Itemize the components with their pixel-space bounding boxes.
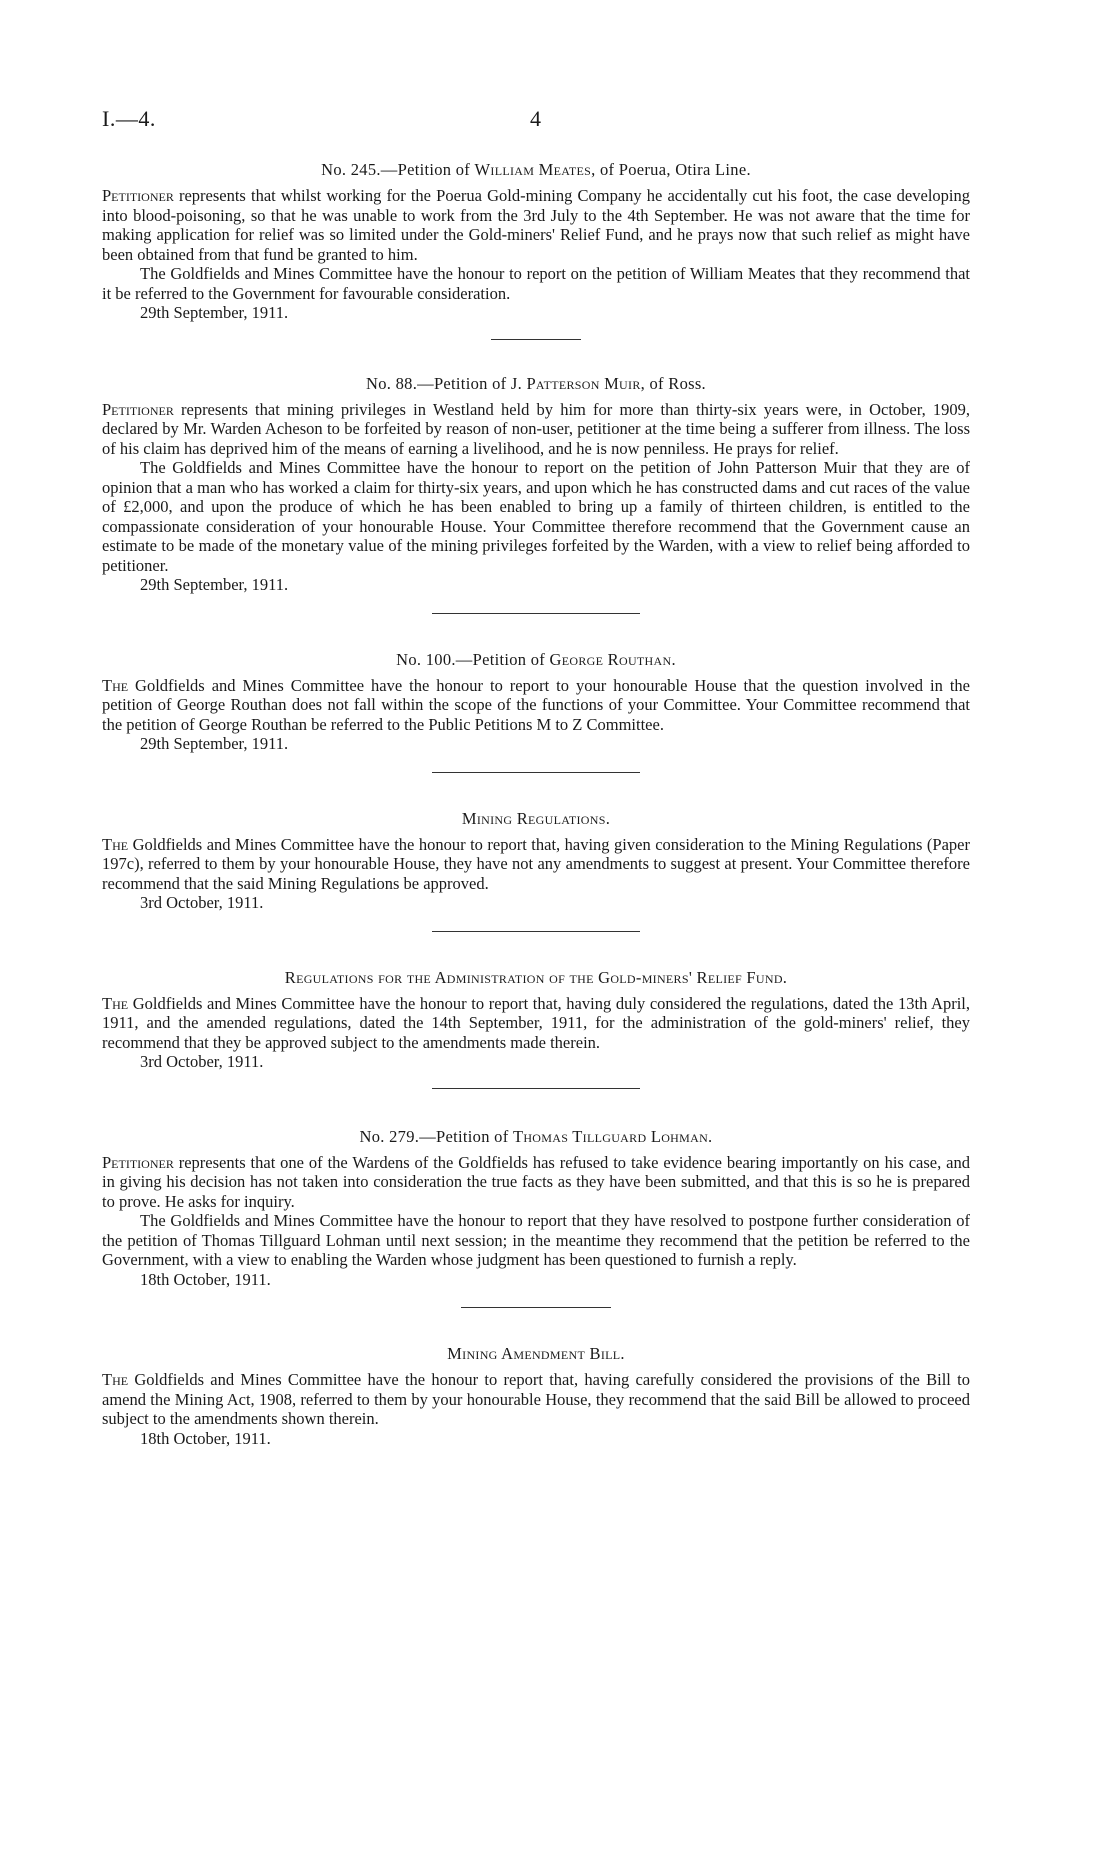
section-petition-100 (102, 650, 970, 754)
section-divider (491, 339, 581, 340)
section-divider (461, 1307, 611, 1308)
section-heading: Mining Regulations. (461, 808, 611, 828)
section-paragraph: The Goldfields and Mines Committee have the honour to report that they have resolved to postpone further consideration of the petition of Thomas Tillguard Lohman until next session; in the meantime they recommend that the petition be referred to the Government, with a view to enabling the Warden whose judgment has been questioned to furnish a reply. (102, 1211, 970, 1269)
section-mining-amendment-bill (102, 1344, 970, 1448)
section-date: 3rd October, 1911. (140, 893, 264, 912)
section-paragraph: Petitioner represents that whilst working for the Poerua Gold-mining Company he accidentally cut his foot, the case developing into blood-poisoning, so that he was unable to work from the 3rd July to the 4th September. He was not aware that the time for making application for relief was so limited under the Gold-miners' Relief Fund, and he prays now that such relief as might have been obtained from that fund be granted to him. (102, 186, 970, 264)
section-paragraph: Petitioner represents that one of the Wardens of the Goldfields has refused to take evidence bearing importantly on his case, and in giving his decision has not taken into consideration the true facts as they have been submitted, and that this is so he is prepared to prove. He asks for inquiry. (102, 1152, 970, 1211)
section-date: 3rd October, 1911. (140, 1052, 264, 1071)
section-petition-88 (102, 374, 970, 595)
document-body (102, 160, 970, 1448)
section-heading: No. 279.—Petition of Thomas Tillguard Lohman. (359, 1126, 713, 1146)
section-petition-279 (102, 1127, 970, 1290)
section-date: 29th September, 1911. (140, 734, 289, 753)
section-paragraph: The Goldfields and Mines Committee have the honour to report that, having duly considered the regulations, dated the 13th April, 1911, and the amended regulations, dated the 14th September, 1911, for the administration of the gold-miners' relief, they recommend that they be approved subject to the amendments made therein. (102, 993, 970, 1052)
section-divider (432, 931, 640, 932)
section-paragraph: Petitioner represents that mining privileges in Westland held by him for more than thirty-six years were, in October, 1909, declared by Mr. Warden Acheson to be forfeited by reason of non-user, petitioner at the time being a sufferer from illness. The loss of his claim has deprived him of the means of earning a livelihood, and he is now penniless. He prays for relief. (102, 399, 970, 458)
section-divider (432, 1088, 640, 1089)
section-paragraph: The Goldfields and Mines Committee have the honour to report on the petition of William Meates that they recommend that it be referred to the Government for favourable consideration. (102, 264, 970, 303)
page-ref: I.—4. (102, 106, 156, 131)
section-date: 18th October, 1911. (140, 1428, 271, 1448)
section-divider (432, 613, 640, 614)
section-divider (432, 772, 640, 773)
section-date: 18th October, 1911. (140, 1269, 271, 1289)
section-paragraph: The Goldfields and Mines Committee have the honour to report on the petition of John Patterson Muir that they are of opinion that a man who has worked a claim for thirty-six years, and upon which he has constructed dams and cut races of the value of £2,000, and upon the produce of which he has been enabled to bring up a family of thirteen children, is entitled to the compassionate consideration of your honourable House. Your Committee therefore recommend that the Government cause an estimate to be made of the monetary value of the mining privileges forfeited by the Warden, with a view to relief being afforded to petitioner. (102, 458, 970, 575)
section-paragraph: The Goldfields and Mines Committee have the honour to report that, having given consideration to the Mining Regulations (Paper 197c), referred to them by your honourable House, they have not any amendments to suggest at present. Your Committee therefore recommend that the said Mining Regulations be approved. (102, 834, 970, 893)
section-heading: No. 100.—Petition of George Routhan. (396, 649, 676, 669)
section-heading: No. 88.—Petition of J. Patterson Muir, of Ross. (366, 373, 706, 393)
section-date: 29th September, 1911. (140, 303, 289, 322)
section-relief-fund-regulations (102, 968, 970, 1072)
section-paragraph: The Goldfields and Mines Committee have the honour to report that, having carefully considered the provisions of the Bill to amend the Mining Act, 1908, referred to them by your honourable House, they recommend that the said Bill be allowed to proceed subject to the amendments shown therein. (102, 1370, 970, 1428)
section-date: 29th September, 1911. (140, 575, 289, 594)
page-number: 4 (530, 106, 541, 131)
section-petition-245 (102, 160, 970, 323)
section-heading: No. 245.—Petition of William Meates, of Poerua, Otira Line. (321, 160, 751, 179)
section-heading: Mining Amendment Bill. (447, 1344, 625, 1363)
section-mining-regulations (102, 809, 970, 913)
section-heading: Regulations for the Administration of the Gold-miners' Relief Fund. (284, 967, 788, 987)
section-paragraph: The Goldfields and Mines Committee have the honour to report to your honourable House that the question involved in the petition of George Routhan does not fall within the scope of the functions of your Committee. Your Committee recommend that the petition of George Routhan be referred to the Public Petitions M to Z Committee. (102, 675, 970, 734)
